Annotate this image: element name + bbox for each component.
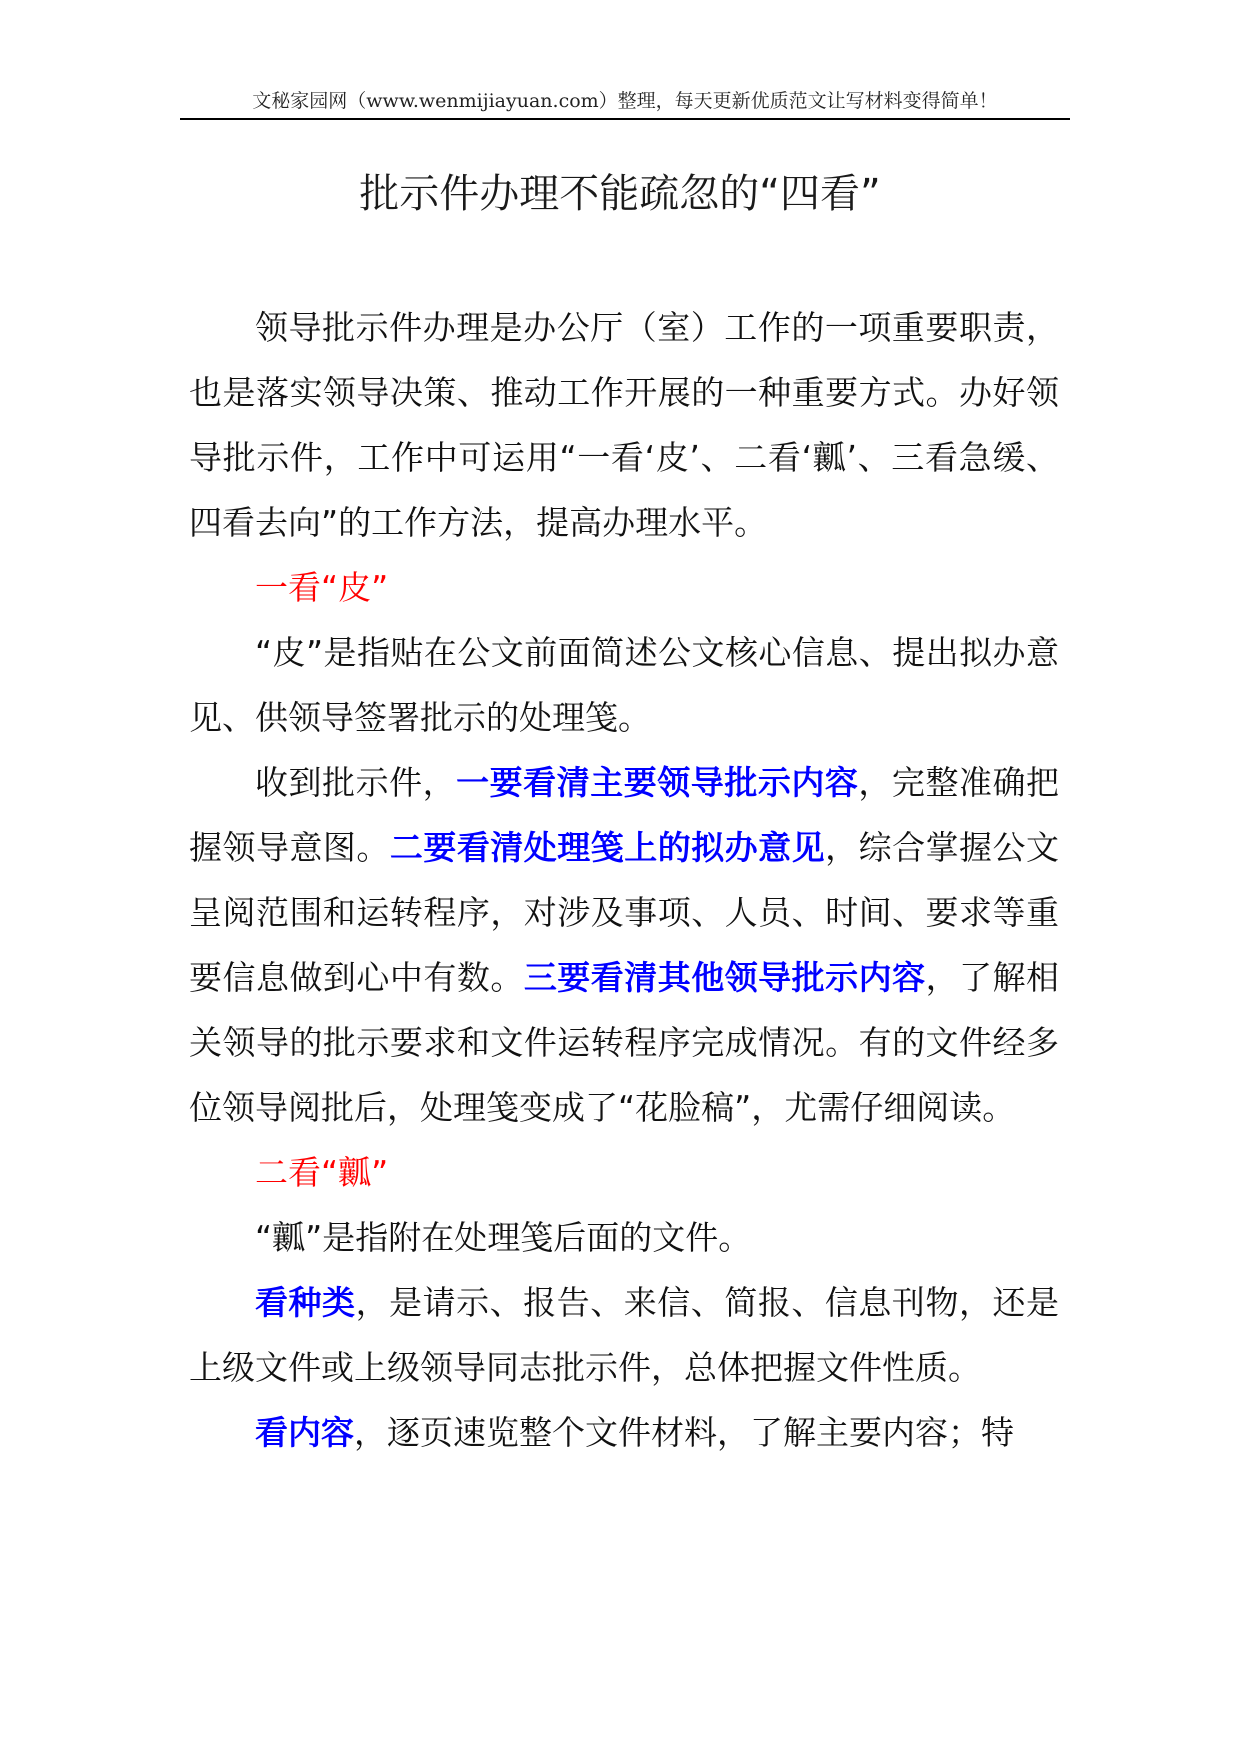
section-2-heading: 二看“瓤” — [255, 1153, 389, 1192]
emphasis-run: 一要看清主要领导批示内容 — [456, 763, 859, 802]
text-run: ，是请示、报告、来信、简报、信息刊物，还是上级文件或上级领导同志批示件，总体把握文件性质。 — [189, 1283, 1060, 1387]
page-header — [180, 88, 1070, 120]
section-1-paragraph — [189, 750, 1059, 1140]
section-2-content-paragraph — [189, 1400, 1059, 1465]
emphasis-run: 看内容 — [255, 1413, 354, 1452]
section-1-definition: “皮”是指贴在公文前面简述公文核心信息、提出拟办意见、供领导签署批示的处理笺。 — [189, 633, 1059, 737]
section-1-heading: 一看“皮” — [255, 568, 389, 607]
emphasis-run: 三要看清其他领导批示内容 — [523, 958, 926, 997]
header-text: 文秘家园网（www.wenmijiayuan.com）整理，每天更新优质范文让写材料变得简单！ — [252, 90, 998, 112]
section-2-kind-paragraph — [189, 1270, 1059, 1400]
document-body — [189, 295, 1059, 1465]
text-run: ，综合掌握公文呈阅范围和运转程序，对涉及事项、人员、时间、要求等重要信息做到心中有数。 — [189, 828, 1060, 997]
intro-paragraph: 领导批示件办理是办公厅（室）工作的一项重要职责，也是落实领导决策、推动工作开展的一种重要方式。办好领导批示件，工作中可运用“一看‘皮’、二看‘瓤’、三看急缓、四看去向”的工作方法，提高办理水平。 — [189, 308, 1059, 542]
section-2-definition: “瓤”是指附在处理笺后面的文件。 — [255, 1218, 752, 1257]
text-run: ，完整准确把握领导意图。 — [189, 763, 1060, 867]
emphasis-run: 看种类 — [255, 1283, 356, 1322]
emphasis-run: 二要看清处理笺上的拟办意见 — [389, 828, 826, 867]
text-run: 收到批示件， — [255, 763, 457, 802]
text-run: ，逐页速览整个文件材料，了解主要内容；特 — [354, 1413, 1014, 1452]
document-title: 批示件办理不能疏忽的“四看” — [359, 171, 881, 217]
text-run: ，了解相关领导的批示要求和文件运转程序完成情况。有的文件经多位领导阅批后，处理笺变成了“花脸稿”，尤需仔细阅读。 — [189, 958, 1060, 1127]
